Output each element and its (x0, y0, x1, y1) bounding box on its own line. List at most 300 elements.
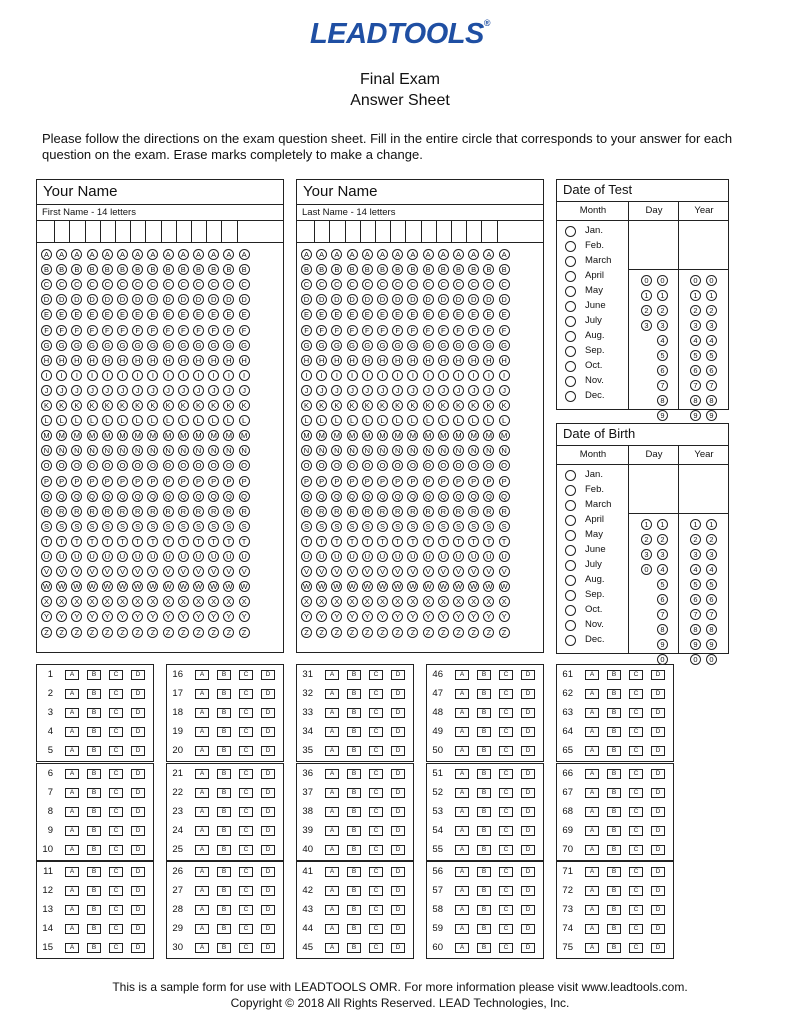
answer-choice-a[interactable]: A (455, 788, 469, 798)
letter-bubble[interactable]: N (208, 445, 219, 456)
letter-bubble[interactable]: A (223, 249, 234, 260)
letter-bubble[interactable]: W (73, 582, 81, 592)
letter-bubble[interactable]: G (453, 340, 464, 351)
letter-bubble[interactable]: Y (438, 611, 449, 622)
letter-bubble[interactable]: Q (56, 491, 67, 502)
month-option-bubble[interactable] (565, 316, 576, 327)
answer-choice-d[interactable]: D (651, 943, 665, 953)
letter-bubble[interactable]: D (56, 294, 67, 305)
letter-bubble[interactable]: A (392, 249, 403, 260)
answer-choice-b[interactable]: B (347, 826, 361, 836)
answer-choice-a[interactable]: A (325, 924, 339, 934)
day-tens-bubble[interactable]: 2 (641, 305, 652, 316)
letter-bubble[interactable]: S (392, 521, 403, 532)
year-ones-bubble[interactable]: 1 (706, 519, 717, 530)
letter-bubble[interactable]: E (208, 309, 219, 320)
letter-bubble[interactable]: P (499, 476, 510, 487)
year-ones-bubble[interactable]: 2 (706, 305, 717, 316)
letter-bubble[interactable]: O (423, 460, 434, 471)
letter-bubble[interactable]: Q (208, 491, 219, 502)
letter-bubble[interactable]: P (316, 476, 327, 487)
year-tens-bubble[interactable]: 0 (690, 275, 701, 286)
letter-bubble[interactable]: K (407, 400, 418, 411)
answer-choice-b[interactable]: B (347, 886, 361, 896)
letter-bubble[interactable]: K (117, 400, 128, 411)
letter-bubble[interactable]: Y (499, 611, 510, 622)
answer-choice-c[interactable]: C (109, 769, 123, 779)
letter-bubble[interactable]: X (438, 596, 449, 607)
month-option-bubble[interactable] (565, 271, 576, 282)
answer-choice-a[interactable]: A (195, 826, 209, 836)
answer-choice-c[interactable]: C (499, 826, 513, 836)
letter-bubble[interactable]: U (163, 551, 174, 562)
letter-bubble[interactable]: O (331, 460, 342, 471)
answer-choice-a[interactable]: A (325, 845, 339, 855)
letter-bubble[interactable]: Z (423, 627, 434, 638)
answer-choice-b[interactable]: B (217, 845, 231, 855)
answer-choice-a[interactable]: A (195, 807, 209, 817)
letter-bubble[interactable]: Y (56, 611, 67, 622)
answer-choice-d[interactable]: D (131, 670, 145, 680)
letter-bubble[interactable]: X (117, 596, 128, 607)
letter-bubble[interactable]: F (223, 325, 234, 336)
letter-bubble[interactable]: E (239, 309, 250, 320)
letter-bubble[interactable]: N (499, 445, 510, 456)
letter-bubble[interactable]: N (163, 445, 174, 456)
letter-bubble[interactable]: Z (56, 627, 67, 638)
answer-choice-d[interactable]: D (261, 867, 275, 877)
letter-bubble[interactable]: N (301, 445, 312, 456)
letter-bubble[interactable]: W (500, 582, 508, 592)
letter-bubble[interactable]: D (392, 294, 403, 305)
letter-bubble[interactable]: V (499, 566, 510, 577)
letter-bubble[interactable]: C (483, 279, 494, 290)
answer-choice-b[interactable]: B (87, 670, 101, 680)
letter-bubble[interactable]: L (193, 415, 204, 426)
letter-bubble[interactable]: F (483, 325, 494, 336)
letter-bubble[interactable]: S (56, 521, 67, 532)
letter-bubble[interactable]: Q (87, 491, 98, 502)
letter-bubble[interactable]: X (377, 596, 388, 607)
letter-bubble[interactable]: P (362, 476, 373, 487)
letter-bubble[interactable]: L (208, 415, 219, 426)
letter-bubble[interactable]: C (132, 279, 143, 290)
letter-bubble[interactable]: M (438, 430, 449, 441)
answer-choice-a[interactable]: A (455, 727, 469, 737)
letter-bubble[interactable]: O (87, 460, 98, 471)
year-tens-bubble[interactable]: 3 (690, 320, 701, 331)
letter-bubble[interactable]: B (223, 264, 234, 275)
answer-choice-b[interactable]: B (347, 845, 361, 855)
letter-bubble[interactable]: L (132, 415, 143, 426)
letter-bubble[interactable]: Q (178, 491, 189, 502)
letter-bubble[interactable]: R (392, 506, 403, 517)
letter-bubble[interactable]: C (163, 279, 174, 290)
letter-bubble[interactable]: F (193, 325, 204, 336)
answer-choice-a[interactable]: A (195, 924, 209, 934)
letter-bubble[interactable]: R (316, 506, 327, 517)
letter-entry-cell[interactable] (41, 224, 52, 238)
answer-choice-d[interactable]: D (391, 886, 405, 896)
letter-bubble[interactable]: Q (499, 491, 510, 502)
month-option-bubble[interactable] (565, 515, 576, 526)
answer-choice-a[interactable]: A (455, 689, 469, 699)
answer-choice-c[interactable]: C (109, 708, 123, 718)
year-tens-bubble[interactable]: 5 (690, 350, 701, 361)
letter-bubble[interactable]: B (193, 264, 204, 275)
letter-bubble[interactable]: R (438, 506, 449, 517)
answer-choice-d[interactable]: D (261, 670, 275, 680)
letter-bubble[interactable]: K (87, 400, 98, 411)
letter-bubble[interactable]: R (193, 506, 204, 517)
answer-choice-b[interactable]: B (347, 867, 361, 877)
letter-bubble[interactable]: V (407, 566, 418, 577)
letter-bubble[interactable]: F (362, 325, 373, 336)
letter-bubble[interactable]: U (178, 551, 189, 562)
day-ones-bubble[interactable]: 2 (657, 305, 668, 316)
letter-bubble[interactable]: L (56, 415, 67, 426)
letter-bubble[interactable]: V (301, 566, 312, 577)
letter-bubble[interactable]: M (132, 430, 143, 441)
letter-bubble[interactable]: X (407, 596, 418, 607)
letter-bubble[interactable]: H (362, 355, 373, 366)
answer-choice-a[interactable]: A (455, 807, 469, 817)
answer-choice-a[interactable]: A (325, 943, 339, 953)
answer-choice-d[interactable]: D (651, 708, 665, 718)
letter-bubble[interactable]: E (347, 309, 358, 320)
letter-bubble[interactable]: S (87, 521, 98, 532)
letter-bubble[interactable]: O (407, 460, 418, 471)
day-ones-bubble[interactable]: 7 (657, 380, 668, 391)
letter-bubble[interactable]: R (483, 506, 494, 517)
letter-bubble[interactable]: N (71, 445, 82, 456)
answer-choice-b[interactable]: B (477, 943, 491, 953)
letter-bubble[interactable]: Q (132, 491, 143, 502)
letter-bubble[interactable]: U (499, 551, 510, 562)
letter-bubble[interactable]: H (407, 355, 418, 366)
letter-bubble[interactable]: K (347, 400, 358, 411)
answer-choice-b[interactable]: B (87, 708, 101, 718)
answer-choice-c[interactable]: C (239, 727, 253, 737)
letter-bubble[interactable]: E (147, 309, 158, 320)
day-ones-bubble[interactable]: 9 (657, 410, 668, 421)
letter-bubble[interactable]: V (362, 566, 373, 577)
letter-bubble[interactable]: D (347, 294, 358, 305)
answer-choice-c[interactable]: C (629, 924, 643, 934)
year-ones-bubble[interactable]: 4 (706, 564, 717, 575)
year-tens-bubble[interactable]: 6 (690, 365, 701, 376)
year-tens-bubble[interactable]: 7 (690, 380, 701, 391)
letter-entry-cell[interactable] (499, 224, 510, 238)
letter-bubble[interactable]: O (102, 460, 113, 471)
answer-choice-a[interactable]: A (65, 924, 79, 934)
letter-bubble[interactable]: R (102, 506, 113, 517)
year-ones-bubble[interactable]: 3 (706, 320, 717, 331)
letter-bubble[interactable]: L (147, 415, 158, 426)
answer-choice-c[interactable]: C (239, 670, 253, 680)
letter-bubble[interactable]: Y (163, 611, 174, 622)
answer-choice-c[interactable]: C (499, 845, 513, 855)
letter-bubble[interactable]: G (193, 340, 204, 351)
letter-bubble[interactable]: E (178, 309, 189, 320)
letter-bubble[interactable]: K (102, 400, 113, 411)
letter-bubble[interactable]: I (362, 370, 373, 381)
letter-bubble[interactable]: O (316, 460, 327, 471)
month-option-bubble[interactable] (565, 470, 576, 481)
letter-bubble[interactable]: G (499, 340, 510, 351)
letter-bubble[interactable]: H (377, 355, 388, 366)
letter-bubble[interactable]: B (239, 264, 250, 275)
letter-bubble[interactable]: D (377, 294, 388, 305)
day-ones-bubble[interactable]: 1 (657, 519, 668, 530)
letter-bubble[interactable]: T (102, 536, 113, 547)
letter-bubble[interactable]: O (301, 460, 312, 471)
month-option-bubble[interactable] (565, 620, 576, 631)
letter-bubble[interactable]: L (453, 415, 464, 426)
letter-bubble[interactable]: V (468, 566, 479, 577)
letter-bubble[interactable]: W (363, 582, 371, 592)
letter-bubble[interactable]: P (41, 476, 52, 487)
answer-choice-c[interactable]: C (499, 670, 513, 680)
year-ones-bubble[interactable]: 5 (706, 579, 717, 590)
letter-bubble[interactable]: N (223, 445, 234, 456)
letter-bubble[interactable]: L (392, 415, 403, 426)
answer-choice-d[interactable]: D (651, 826, 665, 836)
letter-bubble[interactable]: Y (407, 611, 418, 622)
letter-bubble[interactable]: Q (71, 491, 82, 502)
letter-bubble[interactable]: H (56, 355, 67, 366)
answer-choice-c[interactable]: C (239, 924, 253, 934)
answer-choice-b[interactable]: B (477, 807, 491, 817)
letter-bubble[interactable]: Z (117, 627, 128, 638)
letter-bubble[interactable]: Z (147, 627, 158, 638)
letter-bubble[interactable]: Y (239, 611, 250, 622)
letter-bubble[interactable]: F (132, 325, 143, 336)
letter-bubble[interactable]: D (468, 294, 479, 305)
letter-bubble[interactable]: K (239, 400, 250, 411)
answer-choice-c[interactable]: C (499, 769, 513, 779)
letter-bubble[interactable]: J (316, 385, 327, 396)
letter-bubble[interactable]: X (362, 596, 373, 607)
answer-choice-a[interactable]: A (325, 727, 339, 737)
day-ones-bubble[interactable]: 5 (657, 350, 668, 361)
letter-bubble[interactable]: Y (423, 611, 434, 622)
letter-bubble[interactable]: Q (331, 491, 342, 502)
answer-choice-b[interactable]: B (87, 845, 101, 855)
year-tens-bubble[interactable]: 4 (690, 335, 701, 346)
answer-choice-a[interactable]: A (455, 905, 469, 915)
answer-choice-d[interactable]: D (391, 708, 405, 718)
letter-bubble[interactable]: W (149, 582, 157, 592)
answer-choice-b[interactable]: B (477, 769, 491, 779)
letter-bubble[interactable]: A (132, 249, 143, 260)
letter-bubble[interactable]: Z (102, 627, 113, 638)
answer-choice-b[interactable]: B (607, 788, 621, 798)
letter-bubble[interactable]: G (163, 340, 174, 351)
letter-bubble[interactable]: A (147, 249, 158, 260)
letter-bubble[interactable]: P (178, 476, 189, 487)
answer-choice-d[interactable]: D (261, 769, 275, 779)
letter-bubble[interactable]: S (499, 521, 510, 532)
letter-bubble[interactable]: H (392, 355, 403, 366)
answer-choice-b[interactable]: B (87, 924, 101, 934)
answer-choice-a[interactable]: A (585, 943, 599, 953)
letter-bubble[interactable]: Z (347, 627, 358, 638)
letter-bubble[interactable]: Q (301, 491, 312, 502)
year-ones-bubble[interactable]: 4 (706, 335, 717, 346)
answer-choice-b[interactable]: B (607, 670, 621, 680)
letter-bubble[interactable]: G (41, 340, 52, 351)
letter-bubble[interactable]: E (102, 309, 113, 320)
letter-bubble[interactable]: U (223, 551, 234, 562)
letter-bubble[interactable]: I (347, 370, 358, 381)
answer-choice-d[interactable]: D (651, 807, 665, 817)
letter-bubble[interactable]: V (438, 566, 449, 577)
letter-bubble[interactable]: L (468, 415, 479, 426)
letter-bubble[interactable]: I (407, 370, 418, 381)
letter-bubble[interactable]: P (132, 476, 143, 487)
letter-bubble[interactable]: R (453, 506, 464, 517)
letter-bubble[interactable]: X (468, 596, 479, 607)
letter-bubble[interactable]: H (316, 355, 327, 366)
letter-bubble[interactable]: T (71, 536, 82, 547)
letter-bubble[interactable]: W (103, 582, 111, 592)
letter-bubble[interactable]: X (423, 596, 434, 607)
answer-choice-c[interactable]: C (369, 924, 383, 934)
letter-bubble[interactable]: C (407, 279, 418, 290)
letter-bubble[interactable]: C (41, 279, 52, 290)
answer-choice-a[interactable]: A (65, 746, 79, 756)
letter-bubble[interactable]: D (331, 294, 342, 305)
letter-bubble[interactable]: I (468, 370, 479, 381)
letter-bubble[interactable]: P (407, 476, 418, 487)
letter-bubble[interactable]: O (178, 460, 189, 471)
answer-choice-c[interactable]: C (239, 905, 253, 915)
letter-bubble[interactable]: E (223, 309, 234, 320)
answer-choice-b[interactable]: B (477, 886, 491, 896)
answer-choice-c[interactable]: C (629, 886, 643, 896)
letter-bubble[interactable]: E (377, 309, 388, 320)
letter-bubble[interactable]: E (71, 309, 82, 320)
letter-bubble[interactable]: B (407, 264, 418, 275)
answer-choice-b[interactable]: B (607, 886, 621, 896)
answer-choice-c[interactable]: C (369, 746, 383, 756)
letter-bubble[interactable]: K (208, 400, 219, 411)
letter-bubble[interactable]: B (71, 264, 82, 275)
answer-choice-a[interactable]: A (65, 708, 79, 718)
letter-bubble[interactable]: V (132, 566, 143, 577)
letter-bubble[interactable]: Z (41, 627, 52, 638)
letter-bubble[interactable]: T (301, 536, 312, 547)
letter-bubble[interactable]: I (41, 370, 52, 381)
letter-bubble[interactable]: D (71, 294, 82, 305)
letter-bubble[interactable]: F (163, 325, 174, 336)
letter-bubble[interactable]: F (87, 325, 98, 336)
answer-choice-c[interactable]: C (499, 746, 513, 756)
answer-choice-a[interactable]: A (585, 670, 599, 680)
letter-bubble[interactable]: O (239, 460, 250, 471)
letter-bubble[interactable]: H (163, 355, 174, 366)
answer-choice-b[interactable]: B (347, 727, 361, 737)
letter-entry-cell[interactable] (453, 224, 464, 238)
answer-choice-d[interactable]: D (651, 886, 665, 896)
answer-choice-b[interactable]: B (347, 943, 361, 953)
answer-choice-d[interactable]: D (651, 746, 665, 756)
letter-bubble[interactable]: X (331, 596, 342, 607)
answer-choice-d[interactable]: D (391, 689, 405, 699)
letter-bubble[interactable]: E (362, 309, 373, 320)
answer-choice-a[interactable]: A (195, 708, 209, 718)
letter-bubble[interactable]: C (438, 279, 449, 290)
letter-bubble[interactable]: B (147, 264, 158, 275)
answer-choice-a[interactable]: A (65, 867, 79, 877)
answer-choice-a[interactable]: A (585, 886, 599, 896)
letter-bubble[interactable]: I (163, 370, 174, 381)
answer-choice-c[interactable]: C (109, 845, 123, 855)
answer-choice-a[interactable]: A (195, 746, 209, 756)
answer-choice-b[interactable]: B (347, 769, 361, 779)
letter-bubble[interactable]: M (147, 430, 158, 441)
letter-bubble[interactable]: T (208, 536, 219, 547)
letter-bubble[interactable]: X (71, 596, 82, 607)
letter-entry-cell[interactable] (362, 224, 373, 238)
letter-bubble[interactable]: M (41, 430, 52, 441)
letter-bubble[interactable]: B (438, 264, 449, 275)
answer-choice-d[interactable]: D (521, 788, 535, 798)
letter-bubble[interactable]: N (178, 445, 189, 456)
month-option-bubble[interactable] (565, 391, 576, 402)
letter-bubble[interactable]: B (362, 264, 373, 275)
letter-bubble[interactable]: D (438, 294, 449, 305)
letter-entry-cell[interactable] (347, 224, 358, 238)
answer-choice-a[interactable]: A (65, 807, 79, 817)
letter-bubble[interactable]: Z (178, 627, 189, 638)
answer-choice-d[interactable]: D (521, 727, 535, 737)
letter-bubble[interactable]: B (208, 264, 219, 275)
letter-bubble[interactable]: Q (423, 491, 434, 502)
letter-bubble[interactable]: A (483, 249, 494, 260)
letter-bubble[interactable]: S (301, 521, 312, 532)
answer-choice-a[interactable]: A (65, 727, 79, 737)
letter-bubble[interactable]: J (453, 385, 464, 396)
letter-bubble[interactable]: D (117, 294, 128, 305)
answer-choice-c[interactable]: C (369, 845, 383, 855)
letter-bubble[interactable]: C (362, 279, 373, 290)
day-ones-bubble[interactable]: 4 (657, 335, 668, 346)
year-tens-bubble[interactable]: 1 (690, 290, 701, 301)
letter-bubble[interactable]: O (362, 460, 373, 471)
answer-choice-d[interactable]: D (391, 670, 405, 680)
letter-bubble[interactable]: C (102, 279, 113, 290)
answer-choice-a[interactable]: A (455, 769, 469, 779)
letter-entry-cell[interactable] (117, 224, 128, 238)
letter-bubble[interactable]: R (347, 506, 358, 517)
answer-choice-d[interactable]: D (651, 905, 665, 915)
letter-bubble[interactable]: K (331, 400, 342, 411)
letter-bubble[interactable]: L (316, 415, 327, 426)
letter-bubble[interactable]: G (301, 340, 312, 351)
letter-bubble[interactable]: G (71, 340, 82, 351)
letter-bubble[interactable]: R (377, 506, 388, 517)
answer-choice-d[interactable]: D (521, 689, 535, 699)
answer-choice-d[interactable]: D (521, 708, 535, 718)
day-ones-bubble[interactable]: 8 (657, 624, 668, 635)
letter-bubble[interactable]: C (178, 279, 189, 290)
letter-bubble[interactable]: B (423, 264, 434, 275)
letter-bubble[interactable]: U (407, 551, 418, 562)
letter-bubble[interactable]: N (453, 445, 464, 456)
letter-bubble[interactable]: C (117, 279, 128, 290)
